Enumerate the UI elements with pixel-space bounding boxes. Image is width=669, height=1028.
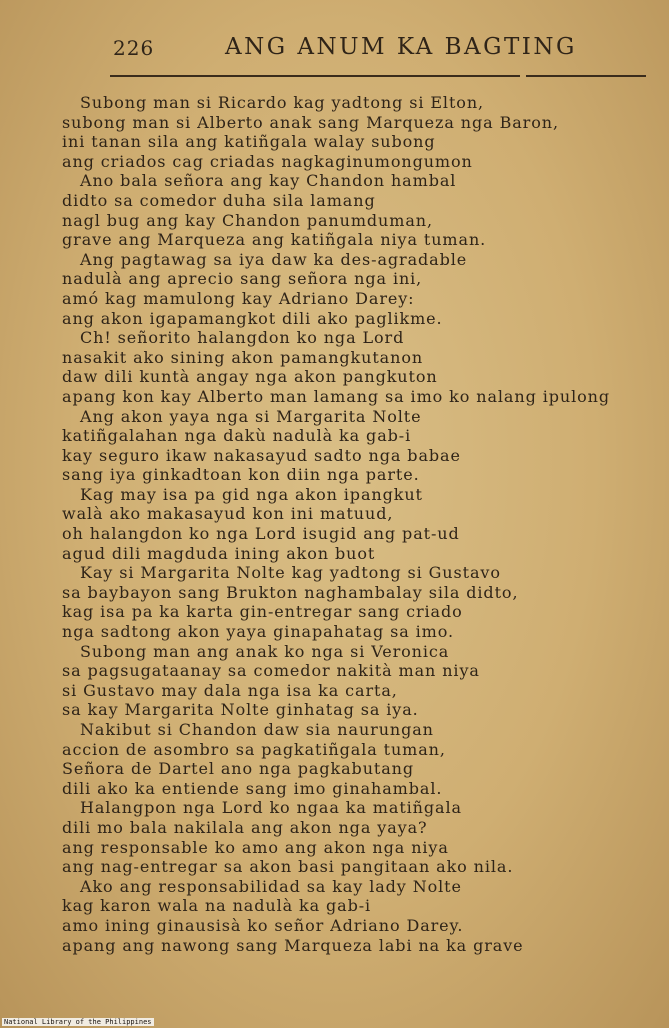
verse-line: didto sa comedor duha sila lamang <box>62 190 376 210</box>
verse-line: Señora de Dartel ano nga pagkabutang <box>62 759 415 779</box>
verse-line: Ch! señorito halangdon ko nga Lord <box>80 328 405 348</box>
verse-line: agud dili magduda ining akon buot <box>62 543 376 563</box>
verse-line: Subong man ang anak ko nga si Veronica <box>80 641 450 661</box>
verse-line: katiñgalahan nga dakù nadulà ka gab-i <box>62 426 412 446</box>
verse-line: apang kon kay Alberto man lamang sa imo ko nalang ipulong <box>62 386 610 406</box>
verse-line: Nakibut si Chandon daw sia naurungan <box>80 720 434 739</box>
poem-body <box>62 93 662 955</box>
verse-line: amó kag mamulong kay Adriano Darey: <box>62 288 415 308</box>
library-credit: National Library of the Philippines <box>4 1018 152 1026</box>
verse-line: si Gustavo may dala nga isa ka carta, <box>62 680 398 700</box>
verse-line: Ang akon yaya nga si Margarita Nolte <box>80 406 422 426</box>
verse-line: nadulà ang aprecio sang señora nga ini, <box>62 269 423 289</box>
page-header <box>0 36 669 66</box>
stanza <box>62 642 662 720</box>
verse-line: ang responsable ko amo ang akon nga niya <box>62 837 449 857</box>
verse-line: Kay si Margarita Nolte kag yadtong si Gustavo <box>80 563 501 583</box>
verse-line: amo ining ginausisà ko señor Adriano Darey. <box>62 915 464 935</box>
running-title: ANG ANUM KA BAGTING <box>225 34 577 60</box>
stanza <box>62 720 662 798</box>
verse-line: Halangpon nga Lord ko ngaa ka matiñgala <box>80 798 462 818</box>
stanza <box>62 798 662 876</box>
verse-line: nagl bug ang kay Chandon panumduman, <box>62 210 433 230</box>
verse-line: ini tanan sila ang katiñgala walay subong <box>62 132 436 152</box>
verse-line: kay seguro ikaw nakasayud sadto nga babae <box>62 445 461 465</box>
verse-line: subong man si Alberto anak sang Marqueza nga Baron, <box>62 112 559 132</box>
verse-line: Ang pagtawag sa iya daw ka des-agradable <box>80 249 468 269</box>
header-rule-short <box>526 75 646 77</box>
verse-line: dili mo bala nakilala ang akon nga yaya? <box>62 817 428 837</box>
verse-line: Ano bala señora ang kay Chandon hambal <box>80 171 457 191</box>
verse-line: walà ako makasayud kon ini matuud, <box>62 504 394 524</box>
verse-line: grave ang Marqueza ang katiñgala niya tuman. <box>62 230 487 250</box>
verse-line: nga sadtong akon yaya ginapahatag sa imo. <box>62 622 454 642</box>
verse-line: Kag may isa pa gid nga akon ipangkut <box>80 484 423 504</box>
verse-line: accion de asombro sa pagkatiñgala tuman, <box>62 739 446 759</box>
verse-line: ang akon igapamangkot dili ako paglikme. <box>62 308 443 328</box>
verse-line: sa pagsugataanay sa comedor nakità man niya <box>62 661 480 681</box>
verse-line: sa kay Margarita Nolte ginhatag sa iya. <box>62 700 419 720</box>
verse-line: kag isa pa ka karta gin-entregar sang criado <box>62 602 463 622</box>
verse-line: ang criados cag criadas nagkaginumongumon <box>62 151 473 171</box>
verse-line: sang iya ginkadtoan kon diin nga parte. <box>62 465 420 485</box>
stanza <box>62 407 662 485</box>
stanza <box>62 171 662 249</box>
verse-line: Subong man si Ricardo kag yadtong si Elton, <box>80 93 485 112</box>
stanza <box>62 250 662 328</box>
stanza <box>62 877 662 955</box>
stanza <box>62 563 662 641</box>
verse-line: nasakit ako sining akon pamangkutanon <box>62 347 424 367</box>
stanza <box>62 93 662 171</box>
verse-line: oh halangdon ko nga Lord isugid ang pat-ud <box>62 524 460 544</box>
stanza <box>62 328 662 406</box>
stanza <box>62 485 662 563</box>
verse-line: apang ang nawong sang Marqueza labi na ka grave <box>62 935 524 955</box>
verse-line: sa baybayon sang Brukton naghambalay sila didto, <box>62 582 519 602</box>
verse-line: daw dili kuntà angay nga akon pangkuton <box>62 367 438 387</box>
verse-line: kag karon wala na nadulà ka gab-i <box>62 896 372 916</box>
header-rule <box>110 75 520 77</box>
page-number: 226 <box>113 36 155 60</box>
verse-line: ang nag-entregar sa akon basi pangitaan ako nila. <box>62 857 514 877</box>
verse-line: Ako ang responsabilidad sa kay lady Nolte <box>80 876 462 896</box>
verse-line: dili ako ka entiende sang imo ginahambal. <box>62 778 443 798</box>
